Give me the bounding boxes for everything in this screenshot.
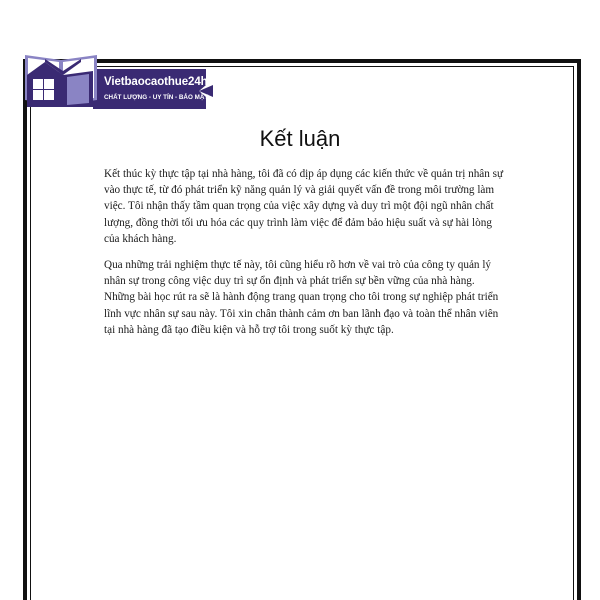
document-body <box>104 166 504 348</box>
page-title: Kết luận <box>259 126 341 151</box>
paragraph-2: Qua những trải nghiệm thực tế này, tôi cũng hiểu rõ hơn về vai trò của công ty quản lý nhân sự trong công việc duy trì sự ổn định và phát triển sự bền vững của nhà hàng. Những bài học rút ra sẽ là hành động trang quan trọng cho tôi trong sự nghiệp phát triển lĩnh vực nhân sự sau này. Tôi xin chân thành cảm ơn ban lãnh đạo và toàn thể nhân viên tại nhà hàng đã tạo điều kiện và hỗ trợ tôi trong suốt kỳ thực tập. <box>104 259 499 336</box>
paragraph-1: Kết thúc kỳ thực tập tại nhà hàng, tôi đã có dịp áp dụng các kiến thức về quản trị nhân sự vào thực tế, từ đó phát triển kỹ năng quản lý và giải quyết vấn đề trong môi trường làm việc. Tôi nhận thấy tầm quan trọng của việc xây dựng và duy trì một đội ngũ nhân chất lượng, đồng thời tối ưu hóa các quy trình làm việc để đảm bảo hiệu suất và sự hài lòng của khách hàng. <box>104 168 504 245</box>
brand-tagline: CHẤT LƯỢNG - UY TÍN - BẢO MẬT <box>104 94 209 101</box>
brand-logo[interactable] <box>23 47 213 113</box>
brand-name: Vietbaocaothue24h <box>104 76 208 88</box>
